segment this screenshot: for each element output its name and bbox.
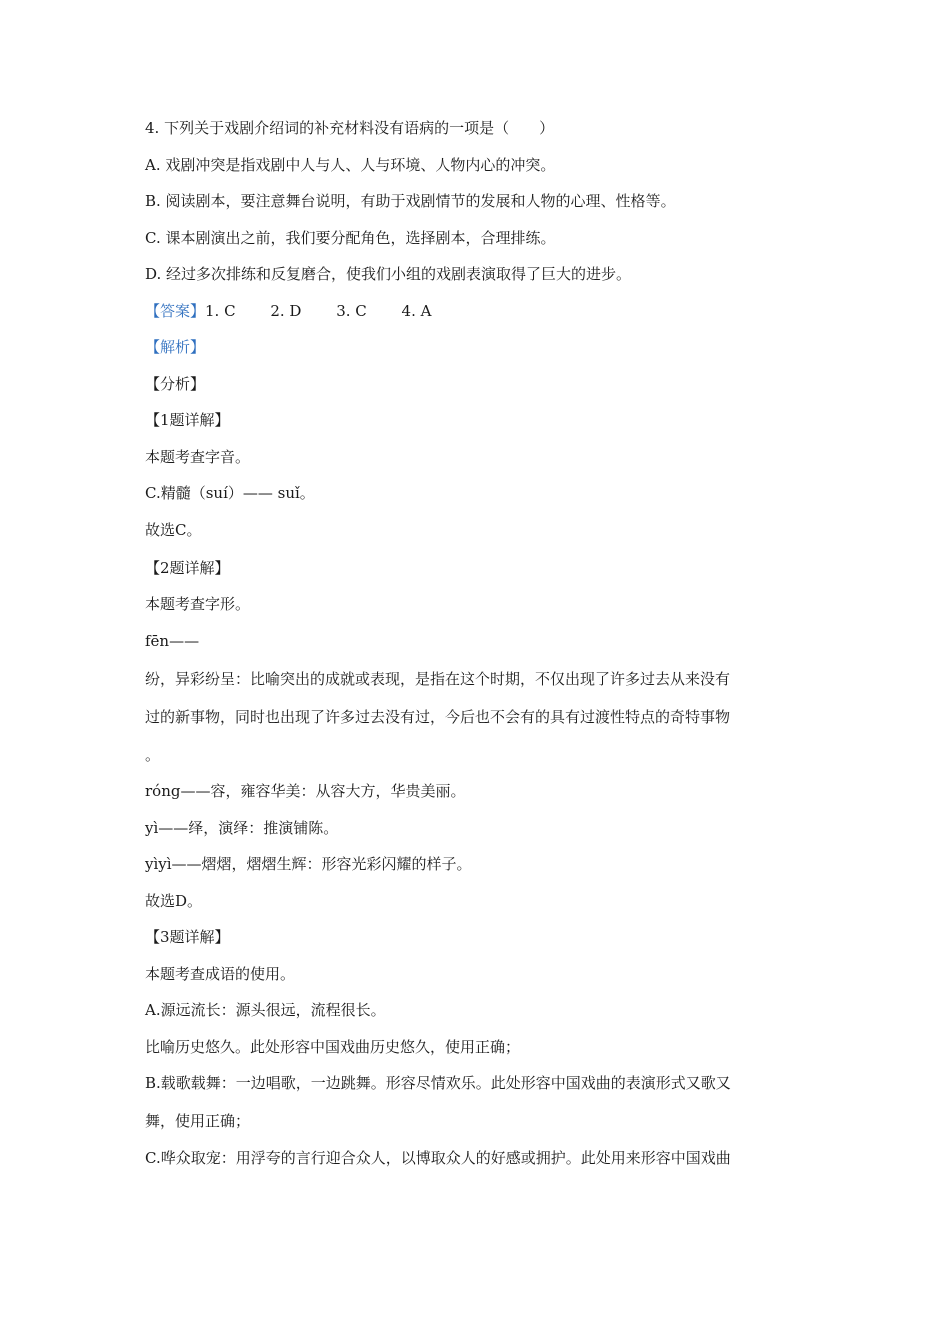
q2-line: 本题考查字形。 (145, 595, 251, 613)
question-4 (145, 118, 810, 301)
q2-line: yì——绎，演绎：推演铺陈。 (145, 818, 339, 837)
q2-line: róng——容，雍容华美：从容大方，华贵美丽。 (145, 782, 466, 800)
analysis-tag: 【解析】 (145, 338, 206, 356)
q2-line: 纷，异彩纷呈：比喻突出的成就或表现，是指在这个时期，不仅出现了许多过去从来没有 (145, 669, 731, 688)
q1-line: 故选C。 (145, 520, 202, 539)
answer-line (145, 301, 810, 338)
option-a: A. 戏剧冲突是指戏剧中人与人、人与环境、人物内心的冲突。 (145, 155, 556, 174)
q2-line: fēn—— (145, 631, 200, 650)
q2-line: 过的新事物，同时也出现了许多过去没有过，今后也不会有的具有过渡性特点的奇特事物 (145, 707, 731, 726)
q3-line: A.源远流长：源头很远，流程很长。 (145, 1001, 386, 1019)
q1-title: 【1题详解】 (145, 411, 230, 429)
q3-line: 本题考查成语的使用。 (145, 964, 296, 983)
q1-line: 本题考查字音。 (145, 447, 251, 466)
analysis-heading: 【分析】 (145, 374, 206, 393)
option-d: D. 经过多次排练和反复磨合，使我们小组的戏剧表演取得了巨大的进步。 (145, 265, 632, 283)
q2-line: 。 (145, 745, 161, 764)
q3-title: 【3题详解】 (145, 928, 230, 946)
q3-detail (145, 927, 810, 1184)
q3-line: C.哗众取宠：用浮夸的言行迎合众人，以博取众人的好感或拥护。此处用来形容中国戏曲 (145, 1148, 731, 1167)
q2-title: 【2题详解】 (145, 558, 230, 577)
q2-detail (145, 558, 810, 928)
q3-line: B.载歌载舞：一边唱歌，一边跳舞。形容尽情欢乐。此处形容中国戏曲的表演形式又歌又 (145, 1074, 731, 1092)
answer-text: 1. C 2. D 3. C 4. A (205, 301, 432, 320)
q1-detail (145, 410, 810, 558)
document-page (145, 118, 810, 1184)
q1-line: C.精髓（suí）—— suǐ。 (145, 484, 315, 502)
q3-line: 比喻历史悠久。此处形容中国戏曲历史悠久，使用正确； (145, 1037, 521, 1056)
answer-tag: 【答案】 (145, 301, 206, 320)
question-stem: 4. 下列关于戏剧介绍词的补充材料没有语病的一项是（ ） (145, 119, 555, 137)
q2-line: 故选D。 (145, 891, 203, 910)
q2-line: yìyì——熠熠，熠熠生辉：形容光彩闪耀的样子。 (145, 855, 472, 873)
q3-line: 舞，使用正确； (145, 1112, 251, 1130)
option-c: C. 课本剧演出之前，我们要分配角色，选择剧本，合理排练。 (145, 228, 556, 247)
option-b: B. 阅读剧本，要注意舞台说明，有助于戏剧情节的发展和人物的心理、性格等。 (145, 192, 676, 210)
